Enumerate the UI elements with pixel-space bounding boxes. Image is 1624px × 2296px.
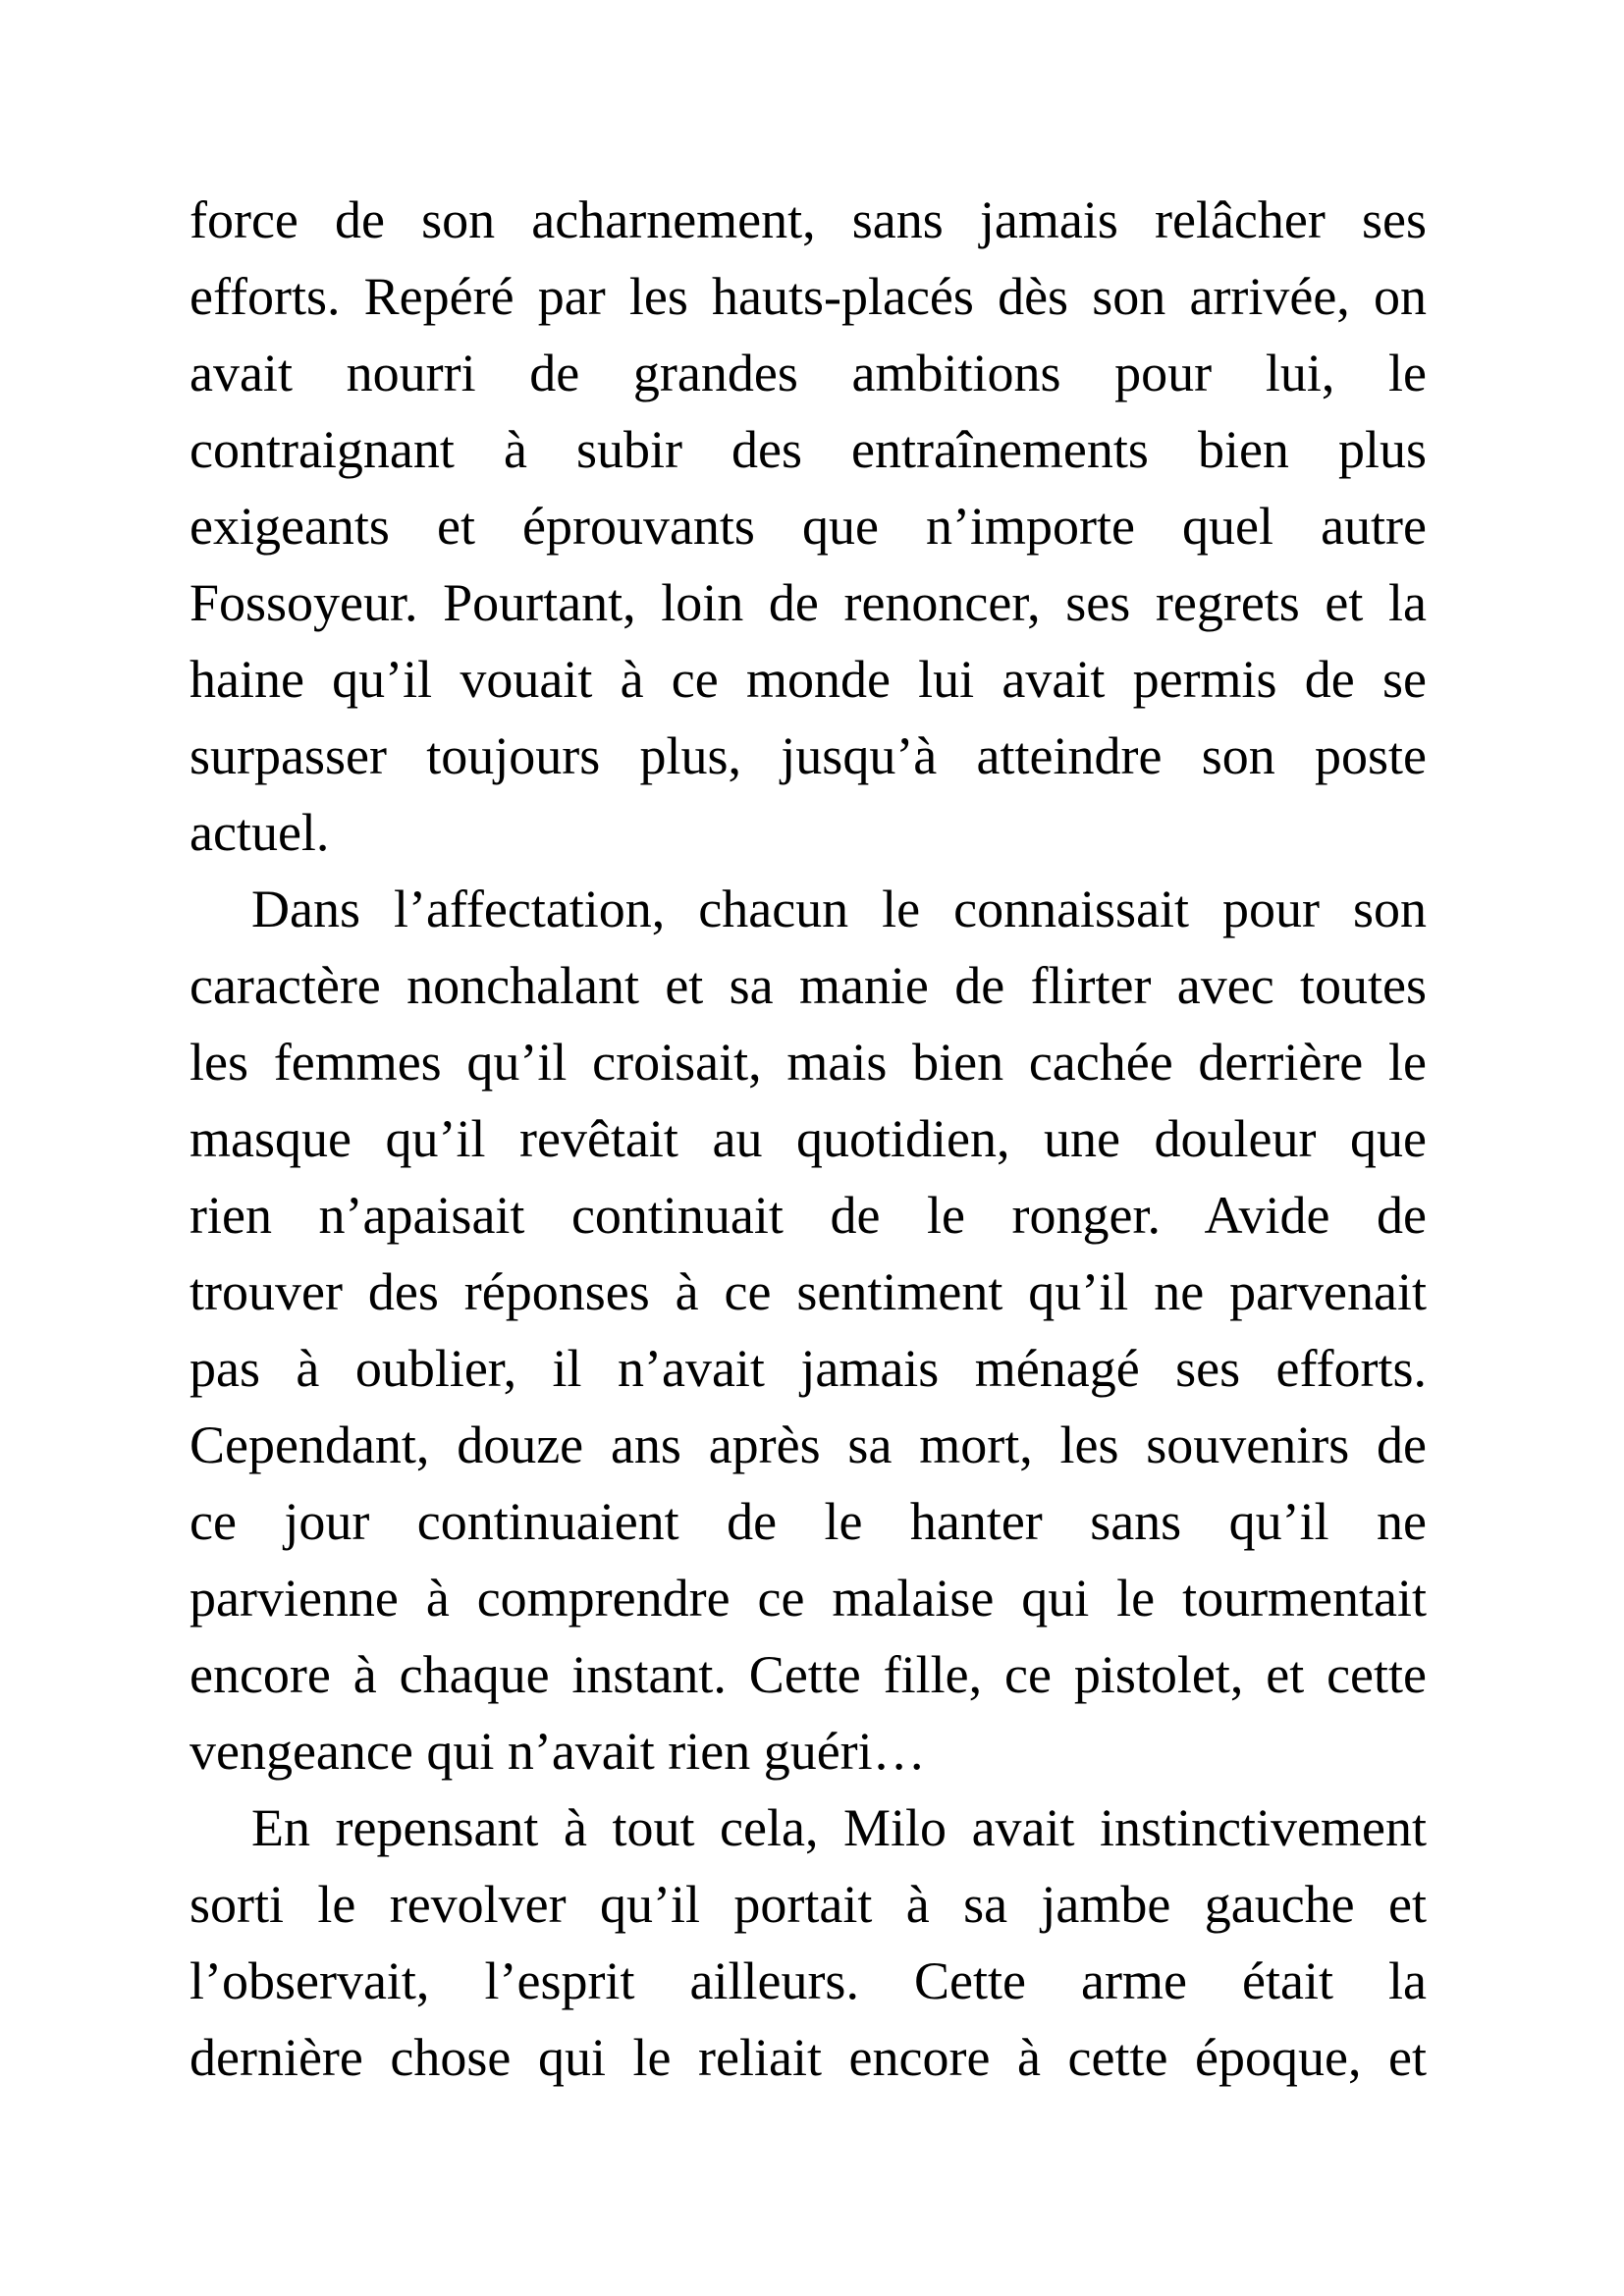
text-line: caractère nonchalant et sa manie de flirter avec toutes (189, 956, 1427, 1015)
page-text (189, 182, 1427, 2096)
text-line: parvienne à comprendre ce malaise qui le tourmentait (189, 1569, 1427, 1628)
text-line: Fossoyeur. Pourtant, loin de renoncer, ses regrets et la (189, 573, 1427, 632)
text-line: surpasser toujours plus, jusqu’à atteindre son poste (189, 726, 1427, 785)
text-line: ce jour continuaient de le hanter sans qu’il ne (189, 1492, 1427, 1551)
text-line: les femmes qu’il croisait, mais bien cachée derrière le (189, 1033, 1427, 1092)
text-line: Dans l’affectation, chacun le connaissait pour son (251, 880, 1427, 938)
text-line: efforts. Repéré par les hauts-placés dès son arrivée, on (189, 267, 1427, 326)
text-line: contraignant à subir des entraînements bien plus (189, 420, 1427, 479)
text-line: dernière chose qui le reliait encore à cette époque, et (189, 2028, 1427, 2087)
text-line: force de son acharnement, sans jamais relâcher ses (189, 190, 1427, 249)
text-line: rien n’apaisait continuait de le ronger. Avide de (189, 1186, 1427, 1245)
text-line: pas à oublier, il n’avait jamais ménagé ses efforts. (189, 1339, 1427, 1398)
text-line: sorti le revolver qu’il portait à sa jambe gauche et (189, 1875, 1427, 1934)
paragraph-2 (189, 871, 1427, 1789)
paragraph-3 (189, 1789, 1427, 2096)
text-line: haine qu’il vouait à ce monde lui avait permis de se (189, 650, 1427, 709)
paragraph-1 (189, 182, 1427, 871)
text-line: actuel. (189, 803, 330, 862)
text-line: l’observait, l’esprit ailleurs. Cette arme était la (189, 1951, 1427, 2010)
text-line: masque qu’il revêtait au quotidien, une douleur que (189, 1109, 1427, 1168)
text-line: trouver des réponses à ce sentiment qu’il ne parvenait (189, 1262, 1427, 1321)
text-line: Cependant, douze ans après sa mort, les souvenirs de (189, 1415, 1427, 1474)
text-line: En repensant à tout cela, Milo avait instinctivement (251, 1798, 1427, 1857)
text-line: encore à chaque instant. Cette fille, ce pistolet, et cette (189, 1645, 1427, 1704)
text-line: exigeants et éprouvants que n’importe quel autre (189, 497, 1427, 556)
text-line: avait nourri de grandes ambitions pour lui, le (189, 344, 1427, 402)
text-line: vengeance qui n’avait rien guéri… (189, 1722, 926, 1781)
